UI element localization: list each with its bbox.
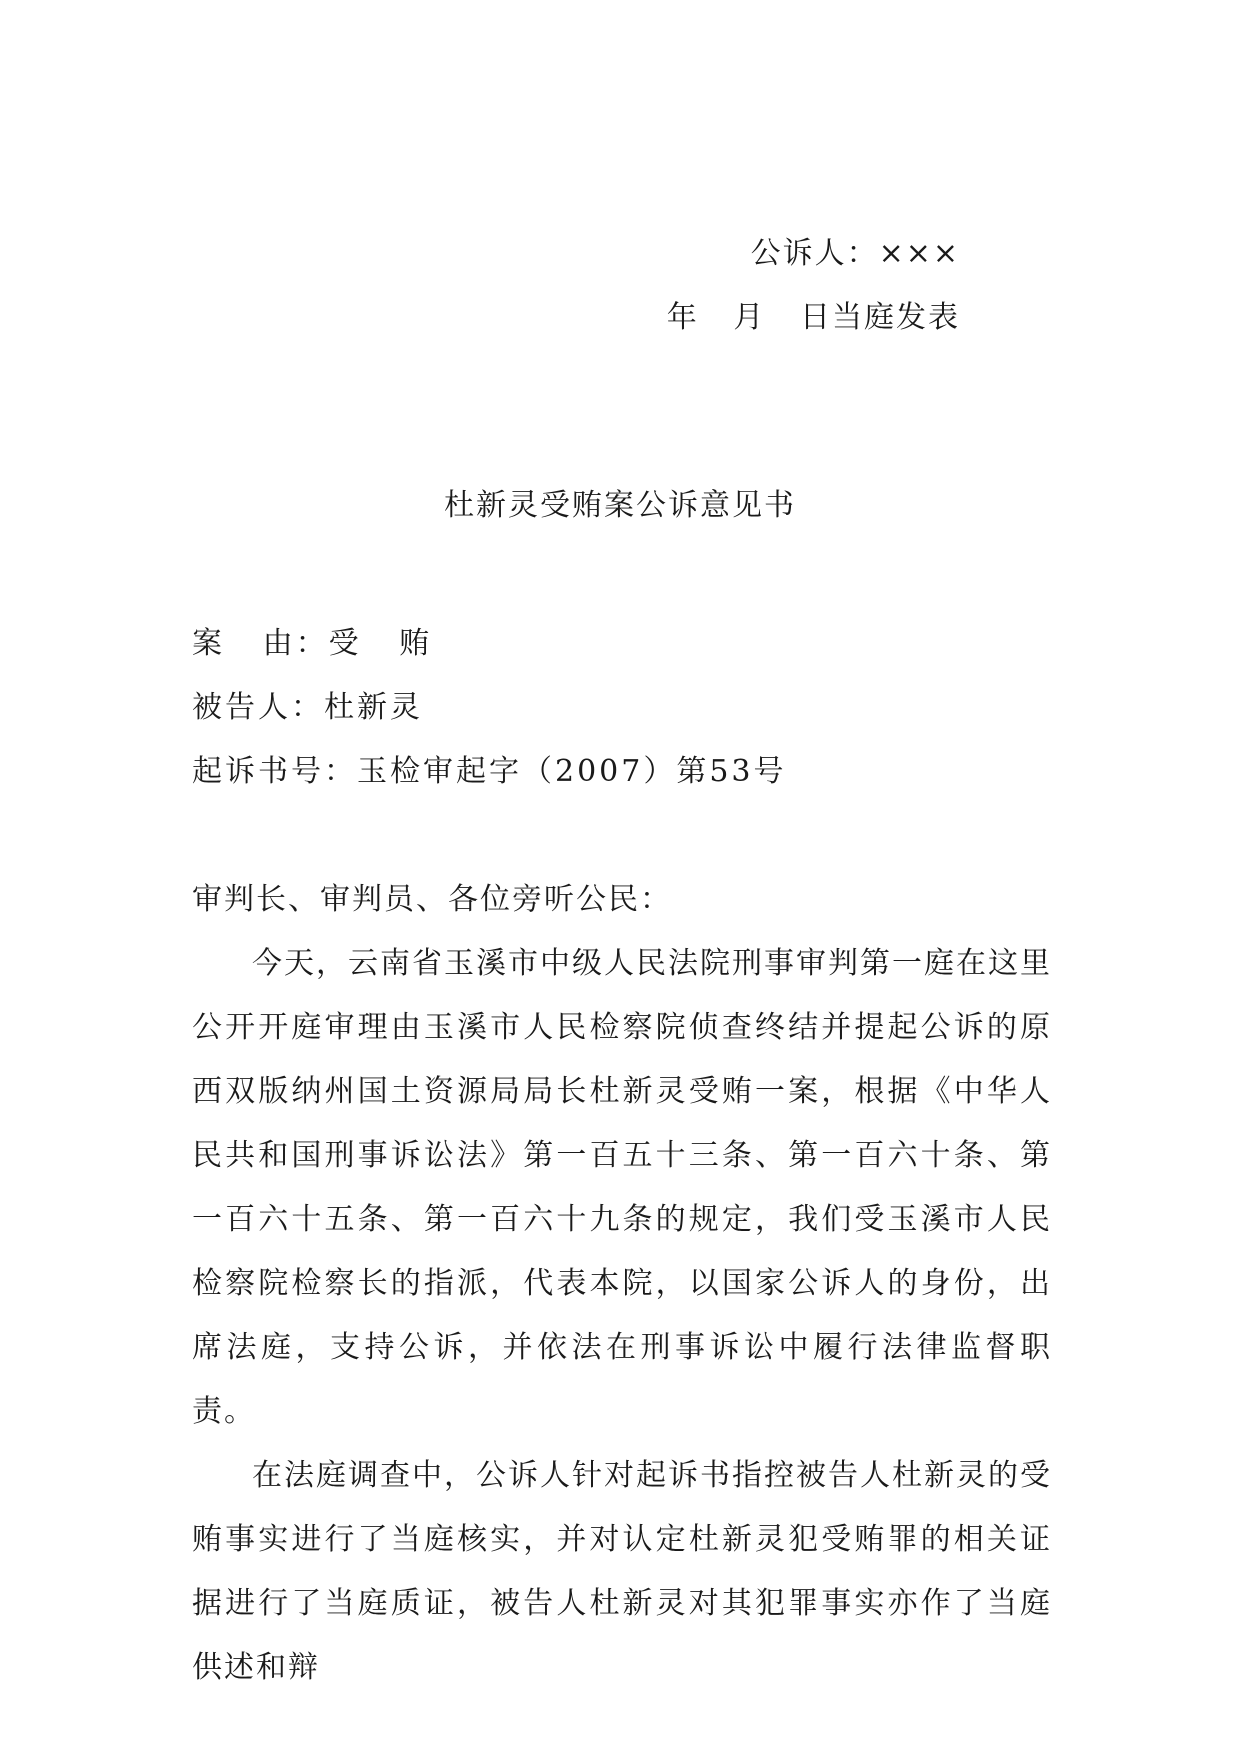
document-title: 杜新灵受贿案公诉意见书 — [444, 488, 796, 523]
date-line: 年 月 日当庭发表 — [666, 300, 960, 335]
case-meta — [192, 612, 787, 804]
paragraph-1: 今天，云南省玉溪市中级人民法院刑事审判第一庭在这里公开开庭审理由玉溪市人民检察院侦查终结并提起公诉的原西双版纳州国土资源局局长杜新灵受贿一案，根据《中华人民共和国刑事诉讼法》第一百五十三条、第一百六十条、第一百六十五条、第一百六十九条的规定，我们受玉溪市人民检察院检察长的指派，代表本院，以国家公诉人的身份，出席法庭，支持公诉，并依法在刑事诉讼中履行法律监督职责。 — [192, 946, 1052, 1429]
defendant-line: 被告人：杜新灵 — [192, 690, 423, 725]
indictment-number: 起诉书号：玉检审起字（2007）第53号 — [192, 754, 787, 789]
case-reason: 案 由：受 贿 — [192, 626, 433, 661]
salutation: 审判长、审判员、各位旁听公民： — [192, 882, 672, 917]
document-body — [192, 868, 1052, 1700]
prosecutor-line: 公诉人：××× — [750, 236, 960, 271]
signature-block — [667, 222, 960, 350]
paragraph-2: 在法庭调查中，公诉人针对起诉书指控被告人杜新灵的受贿事实进行了当庭核实，并对认定杜新灵犯受贿罪的相关证据进行了当庭质证，被告人杜新灵对其犯罪事实亦作了当庭供述和辩 — [192, 1458, 1052, 1685]
